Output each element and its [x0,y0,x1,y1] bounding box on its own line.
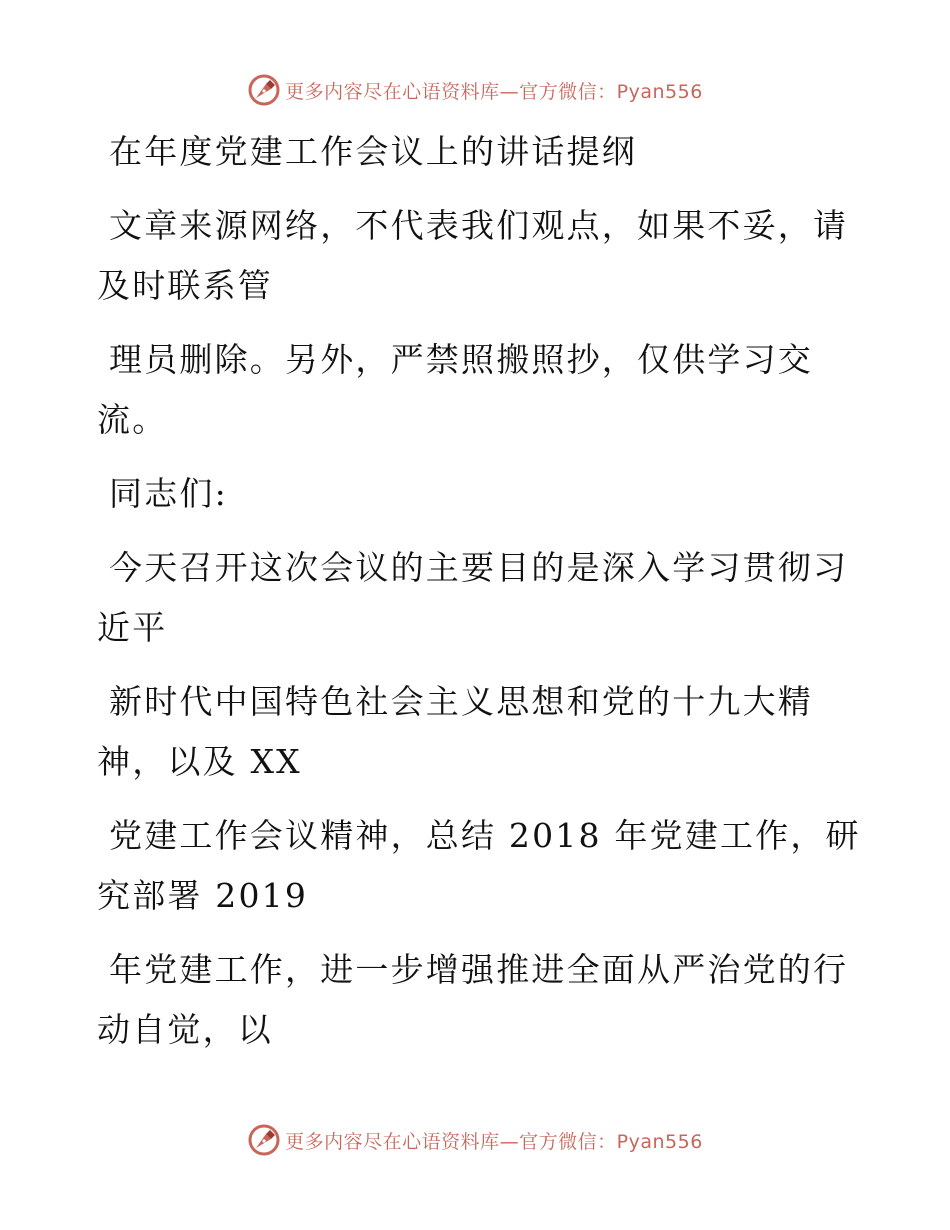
paragraph [97,538,849,658]
paragraph [97,672,837,792]
paragraph-line: 流。 [97,400,168,439]
paragraph-line: 新时代中国特色社会主义思想和党的十九大精 [109,682,813,721]
paragraph [97,806,861,926]
footer-watermark [0,1120,950,1160]
paragraph-line: 动自觉，以 [97,1010,273,1049]
document-title [97,122,837,182]
paragraph [97,940,849,1060]
title-line: 在年度党建工作会议上的讲话提纲 [109,132,637,171]
paragraph-line: 文章来源网络，不代表我们观点，如果不妥，请 [109,206,849,245]
paragraph-line: 究部署 2019 [97,876,309,915]
paragraph-line: 神，以及 XX [97,742,302,781]
paragraph [97,196,849,316]
paragraph-line: 今天召开这次会议的主要目的是深入学习贯彻习 [109,548,849,587]
paragraph-line: 年党建工作，进一步增强推进全面从严治党的行 [109,950,849,989]
document-body [97,122,861,1074]
paragraph [97,330,837,450]
paragraph-line: 同志们: [109,474,228,513]
paragraph-line: 党建工作会议精神，总结 2018 年党建工作，研 [109,816,861,855]
watermark-text: 更多内容尽在心语资料库—官方微信：Pyan556 [285,80,703,103]
paragraph-line: 理员删除。另外，严禁照搬照抄，仅供学习交 [109,340,813,379]
paragraph-line: 近平 [97,608,168,647]
salutation [97,464,837,524]
paragraph-line: 及时联系管 [97,266,273,305]
pen-nib-logo-icon [247,73,281,107]
pen-nib-logo-icon [247,1123,281,1157]
watermark-text: 更多内容尽在心语资料库—官方微信：Pyan556 [285,1130,703,1153]
header-watermark [0,70,950,110]
